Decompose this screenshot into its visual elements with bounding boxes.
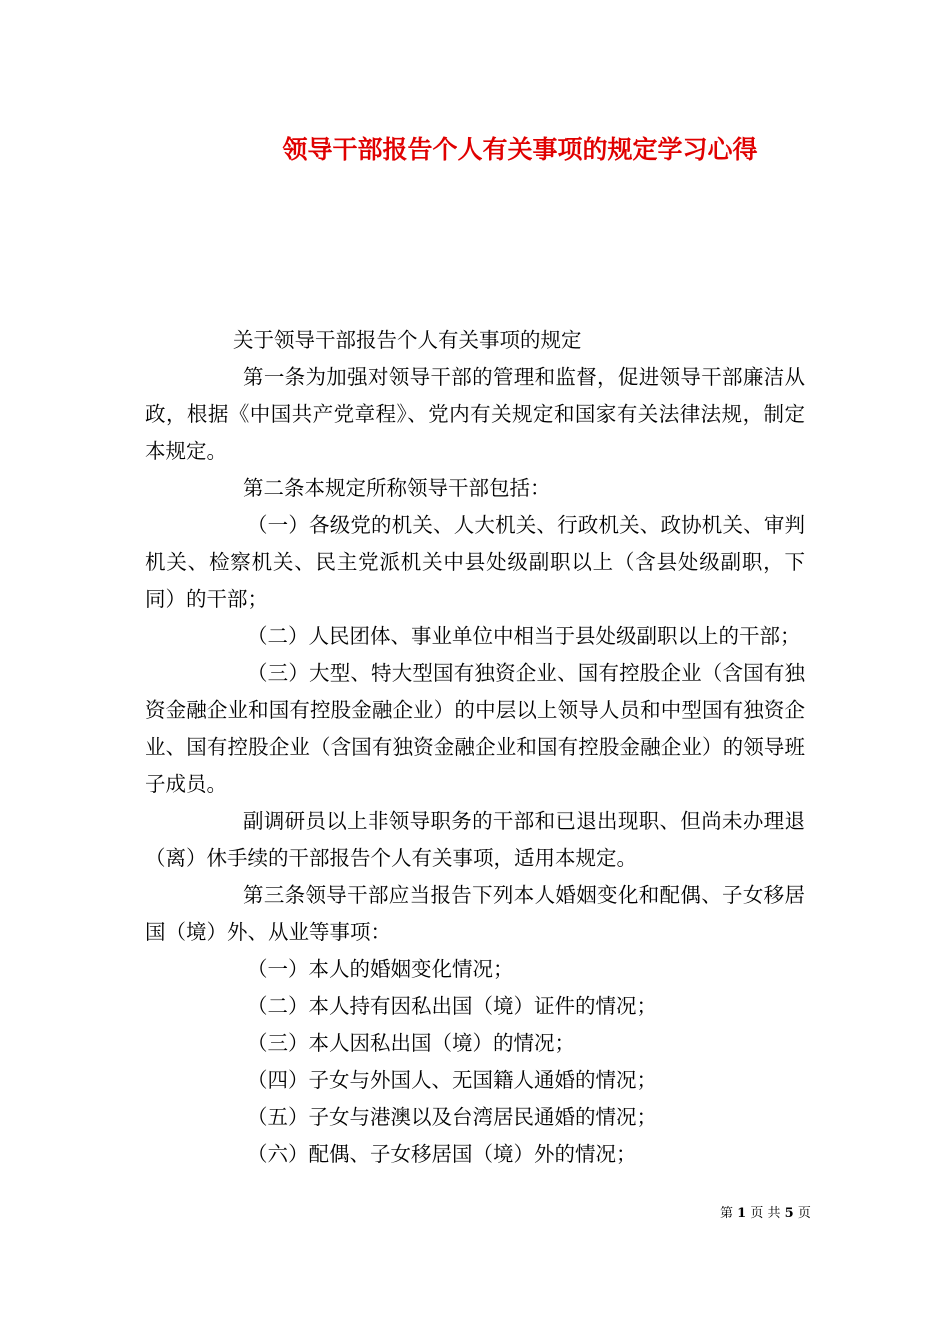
article-3-item-2: （二）本人持有因私出国（境）证件的情况； [247, 994, 657, 1018]
document-title: 领导干部报告个人有关事项的规定学习心得 [282, 135, 758, 164]
article-3-item-3: （三）本人因私出国（境）的情况； [247, 1031, 575, 1055]
document-body [145, 322, 805, 1173]
article-2-item-2: （二）人民团体、事业单位中相当于县处级副职以上的干部； [247, 624, 801, 648]
current-page-number: 1 [737, 1206, 747, 1221]
article-3-item-1: （一）本人的婚姻变化情况； [247, 957, 514, 981]
article-2-item-3: （三）大型、特大型国有独资企业、国有控股企业（含国有独资金融企业和国有控股金融企业）的中层以上领导人员和中型国有独资企业、国有控股企业（含国有独资金融企业和国有控股金融企业）的领导班子成员。 [145, 661, 805, 796]
footer-suffix: 页 [797, 1206, 811, 1221]
article-3-item-5: （五）子女与港澳以及台湾居民通婚的情况； [247, 1105, 657, 1129]
article-3-item-6: （六）配偶、子女移居国（境）外的情况； [247, 1142, 637, 1166]
article-2-supplement: 副调研员以上非领导职务的干部和已退出现职、但尚未办理退（离）休手续的干部报告个人有关事项，适用本规定。 [145, 809, 805, 870]
total-pages-number: 5 [784, 1206, 794, 1221]
document-subtitle: 关于领导干部报告个人有关事项的规定 [233, 328, 582, 352]
article-2-paragraph: 第二条本规定所称领导干部包括： [243, 476, 551, 500]
article-1-paragraph: 第一条为加强对领导干部的管理和监督，促进领导干部廉洁从政，根据《中国共产党章程》、党内有关规定和国家有关法律法规，制定本规定。 [145, 365, 805, 463]
article-3-paragraph: 第三条领导干部应当报告下列本人婚姻变化和配偶、子女移居国（境）外、从业等事项： [145, 883, 805, 944]
page-footer [720, 1205, 811, 1223]
article-3-item-4: （四）子女与外国人、无国籍人通婚的情况； [247, 1068, 657, 1092]
footer-middle: 页 共 [750, 1206, 781, 1221]
footer-prefix: 第 [720, 1206, 734, 1221]
article-2-item-1: （一）各级党的机关、人大机关、行政机关、政协机关、审判机关、检察机关、民主党派机关中县处级副职以上（含县处级副职，下同）的干部； [145, 513, 805, 611]
